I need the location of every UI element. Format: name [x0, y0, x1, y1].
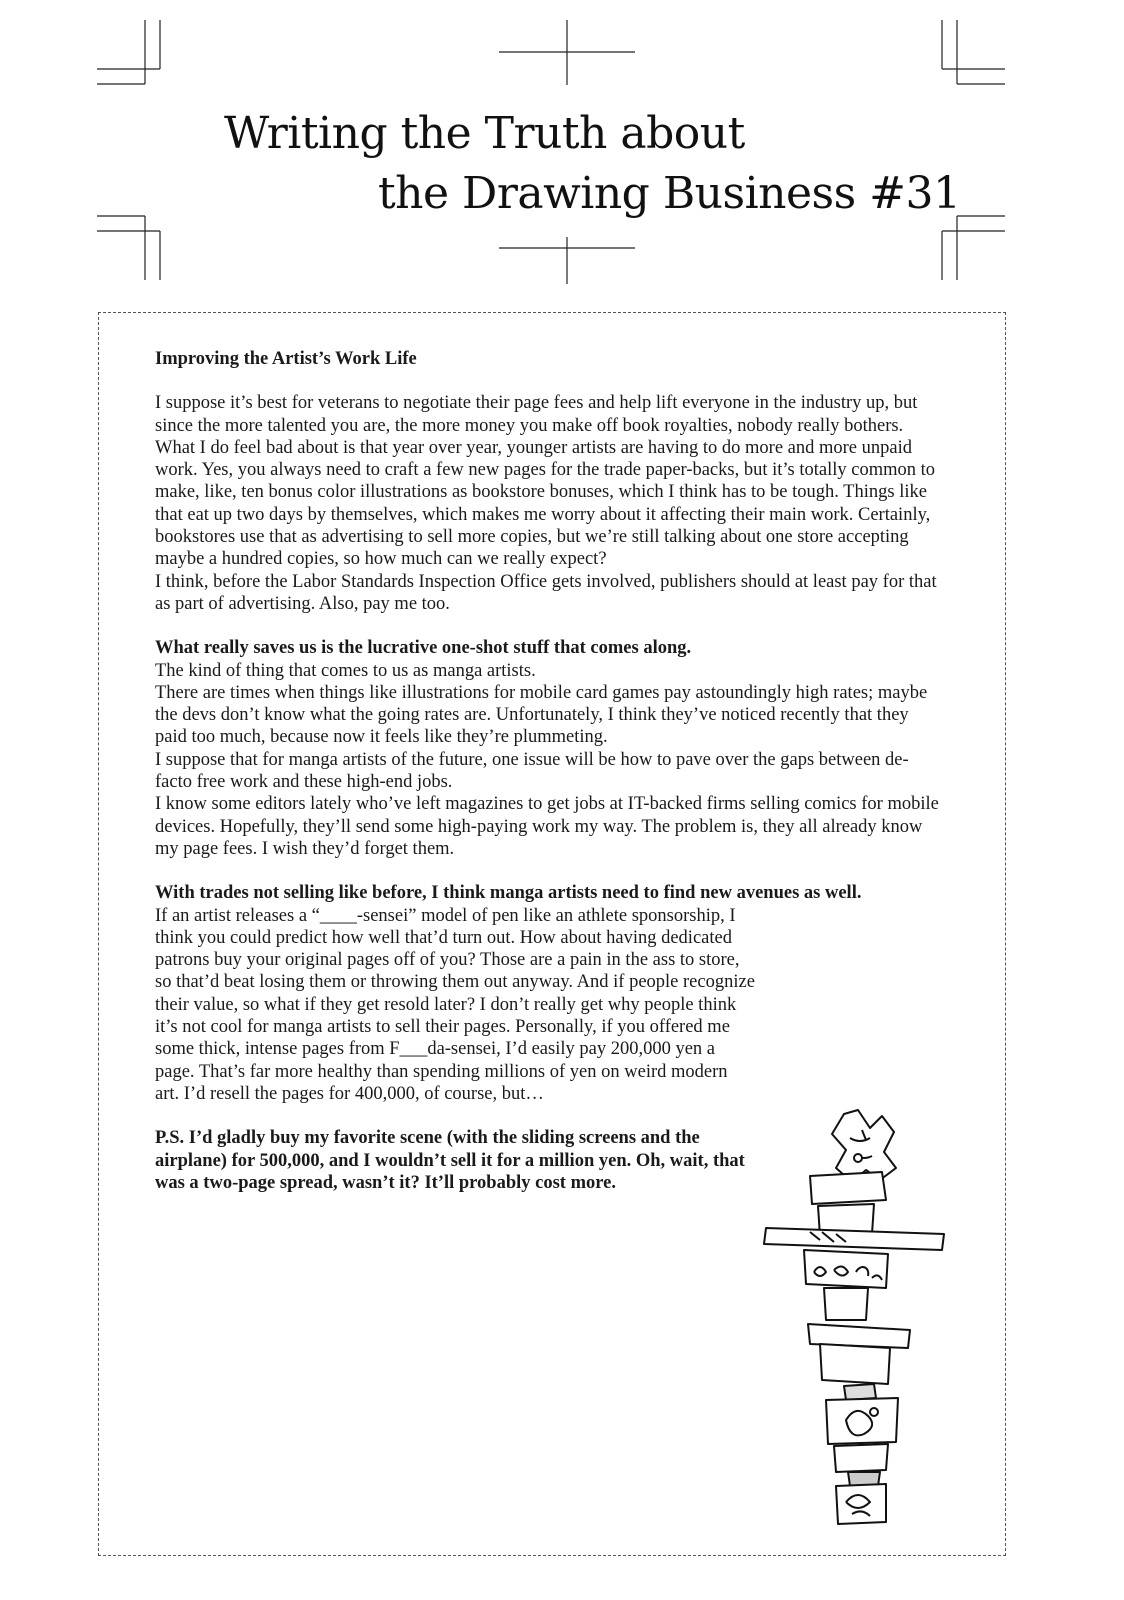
- essay-heading: Improving the Artist’s Work Life: [155, 349, 417, 369]
- paragraph-4: The kind of thing that comes to us as manga artists.: [155, 660, 536, 681]
- paragraph-5: There are times when things like illustrations for mobile card games pay astoundingly high rates; maybe the devs don’t know what the going rates are. Unfortunately, I think they’ve noticed recently that they paid too much, because now it feels like they’re plummeting.: [155, 682, 928, 748]
- paragraph-8: If an artist releases a “____-sensei” model of pen like an athlete sponsorship, I think you could predict how well that’d turn out. How about having dedicated patrons buy your original pages off of you? Those are a pain in the ass to store, so that’d beat losing them or throwing them out anyway. And if people recognize their value, so what if they get resold later? I don’t really get why people think it’s not cool for manga artists to sell their pages. Personally, if you offered me some thick, intense pages from F___da-sensei, I’d easily pay 200,000 yen a page. That’s far more healthy than spending millions of yen on weird modern art. I’d resell the pages for 400,000, of course, but…: [155, 905, 755, 1104]
- bold-lead-1: What really saves us is the lucrative one-shot stuff that comes along.: [155, 638, 692, 659]
- paragraph-7: I know some editors lately who’ve left magazines to get jobs at IT-backed firms selling comics for mobile devices. Hopefully, they’ll send some high-paying work my way. The problem is, they all already know my page fees. I wish they’d forget them.: [155, 794, 939, 859]
- paragraph-2: What I do feel bad about is that year over year, younger artists are having to do more and more unpaid work. Yes, you always need to craft a few new pages for the trade paper-backs, but it’s totally common to make, like, ten bonus color illustrations as bookstore bonuses, which I think has to be tough. Things like that eat up two days by themselves, which makes me worry about it affecting their main work. Certainly, bookstores use that as advertising to sell more copies, but we’re still talking about one store accepting maybe a hundred copies, so how much can we really expect?: [155, 437, 936, 570]
- page-title-line-1: Writing the Truth about: [224, 108, 745, 159]
- bold-lead-2: With trades not selling like before, I think manga artists need to find new avenues as well.: [155, 883, 862, 904]
- stacked-boxes-illustration: [762, 1108, 962, 1528]
- paragraph-3: I think, before the Labor Standards Inspection Office gets involved, publishers should at least pay for that as part of advertising. Also, pay me too.: [155, 571, 937, 614]
- paragraph-1: I suppose it’s best for veterans to negotiate their page fees and help lift everyone in the industry up, but since the more talented you are, the more money you make off book royalties, nobody really bothers.: [155, 393, 918, 436]
- paragraph-6: I suppose that for manga artists of the future, one issue will be how to pave over the gaps between de-facto free work and these high-end jobs.: [155, 749, 909, 793]
- page-title-line-2: the Drawing Business #31: [378, 168, 961, 219]
- postscript: P.S. I’d gladly buy my favorite scene (with the sliding screens and the airplane) for 500,000, and I wouldn’t sell it for a million yen. Oh, wait, that was a two-page spread, wasn’t it? It’ll probably cost more.: [155, 1128, 745, 1193]
- essay-body: [155, 348, 945, 1194]
